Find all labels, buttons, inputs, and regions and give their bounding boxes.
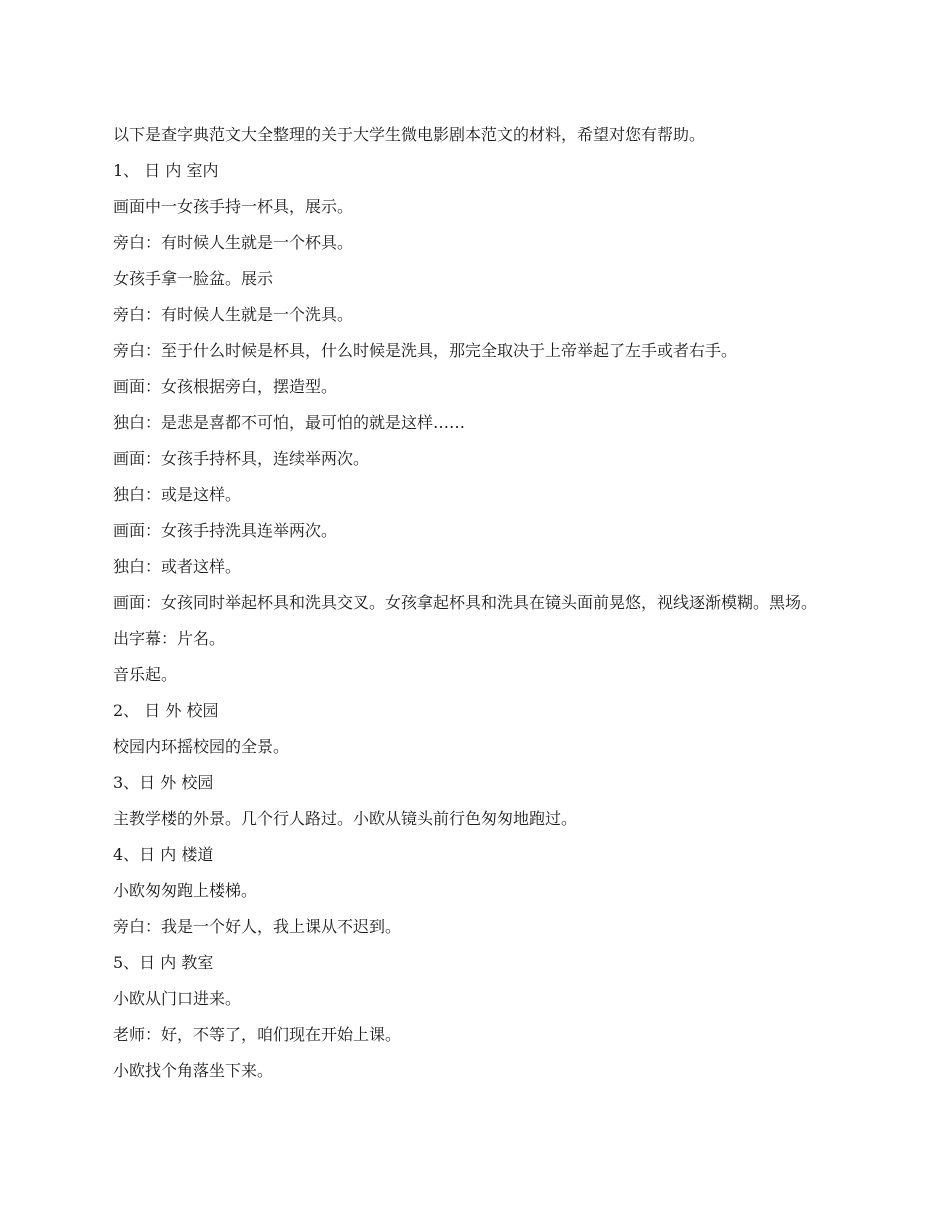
script-line: 旁白：有时候人生就是一个洗具。 bbox=[113, 305, 354, 324]
script-line: 独白：或者这样。 bbox=[113, 557, 242, 576]
script-line: 女孩手拿一脸盆。展示 bbox=[113, 269, 274, 288]
script-line: 小欧找个角落坐下来。 bbox=[113, 1061, 274, 1080]
script-line: 独白：是悲是喜都不可怕，最可怕的就是这样…… bbox=[113, 413, 466, 432]
script-line: 校园内环摇校园的全景。 bbox=[113, 737, 290, 756]
script-line: 画面：女孩同时举起杯具和洗具交叉。女孩拿起杯具和洗具在镜头面前晃悠，视线逐渐模糊。黑场。 bbox=[113, 593, 818, 612]
script-line: 旁白：有时候人生就是一个杯具。 bbox=[113, 233, 354, 252]
scene-heading: 2、 日 外 校园 bbox=[113, 701, 219, 720]
script-line: 画面：女孩手持杯具，连续举两次。 bbox=[113, 449, 370, 468]
script-line: 独白：或是这样。 bbox=[113, 485, 242, 504]
script-line: 出字幕：片名。 bbox=[113, 629, 226, 648]
script-line: 小欧从门口进来。 bbox=[113, 989, 242, 1008]
intro-paragraph: 以下是查字典范文大全整理的关于大学生微电影剧本范文的材料，希望对您有帮助。 bbox=[113, 125, 706, 144]
script-line: 画面：女孩手持洗具连举两次。 bbox=[113, 521, 338, 540]
script-line: 老师：好，不等了，咱们现在开始上课。 bbox=[113, 1025, 402, 1044]
script-line: 旁白：我是一个好人，我上课从不迟到。 bbox=[113, 917, 402, 936]
script-line: 画面中一女孩手持一杯具，展示。 bbox=[113, 197, 354, 216]
scene-heading: 1、 日 内 室内 bbox=[113, 161, 219, 180]
script-line: 画面：女孩根据旁白，摆造型。 bbox=[113, 377, 338, 396]
scene-heading: 5、日 内 教室 bbox=[113, 953, 214, 972]
scene-heading: 3、日 外 校园 bbox=[113, 773, 214, 792]
script-line: 音乐起。 bbox=[113, 665, 178, 684]
document-body bbox=[113, 124, 843, 1096]
script-line: 主教学楼的外景。几个行人路过。小欧从镜头前行色匆匆地跑过。 bbox=[113, 809, 578, 828]
script-line: 小欧匆匆跑上楼梯。 bbox=[113, 881, 258, 900]
script-line: 旁白：至于什么时候是杯具，什么时候是洗具，那完全取决于上帝举起了左手或者右手。 bbox=[113, 341, 738, 360]
scene-heading: 4、日 内 楼道 bbox=[113, 845, 214, 864]
